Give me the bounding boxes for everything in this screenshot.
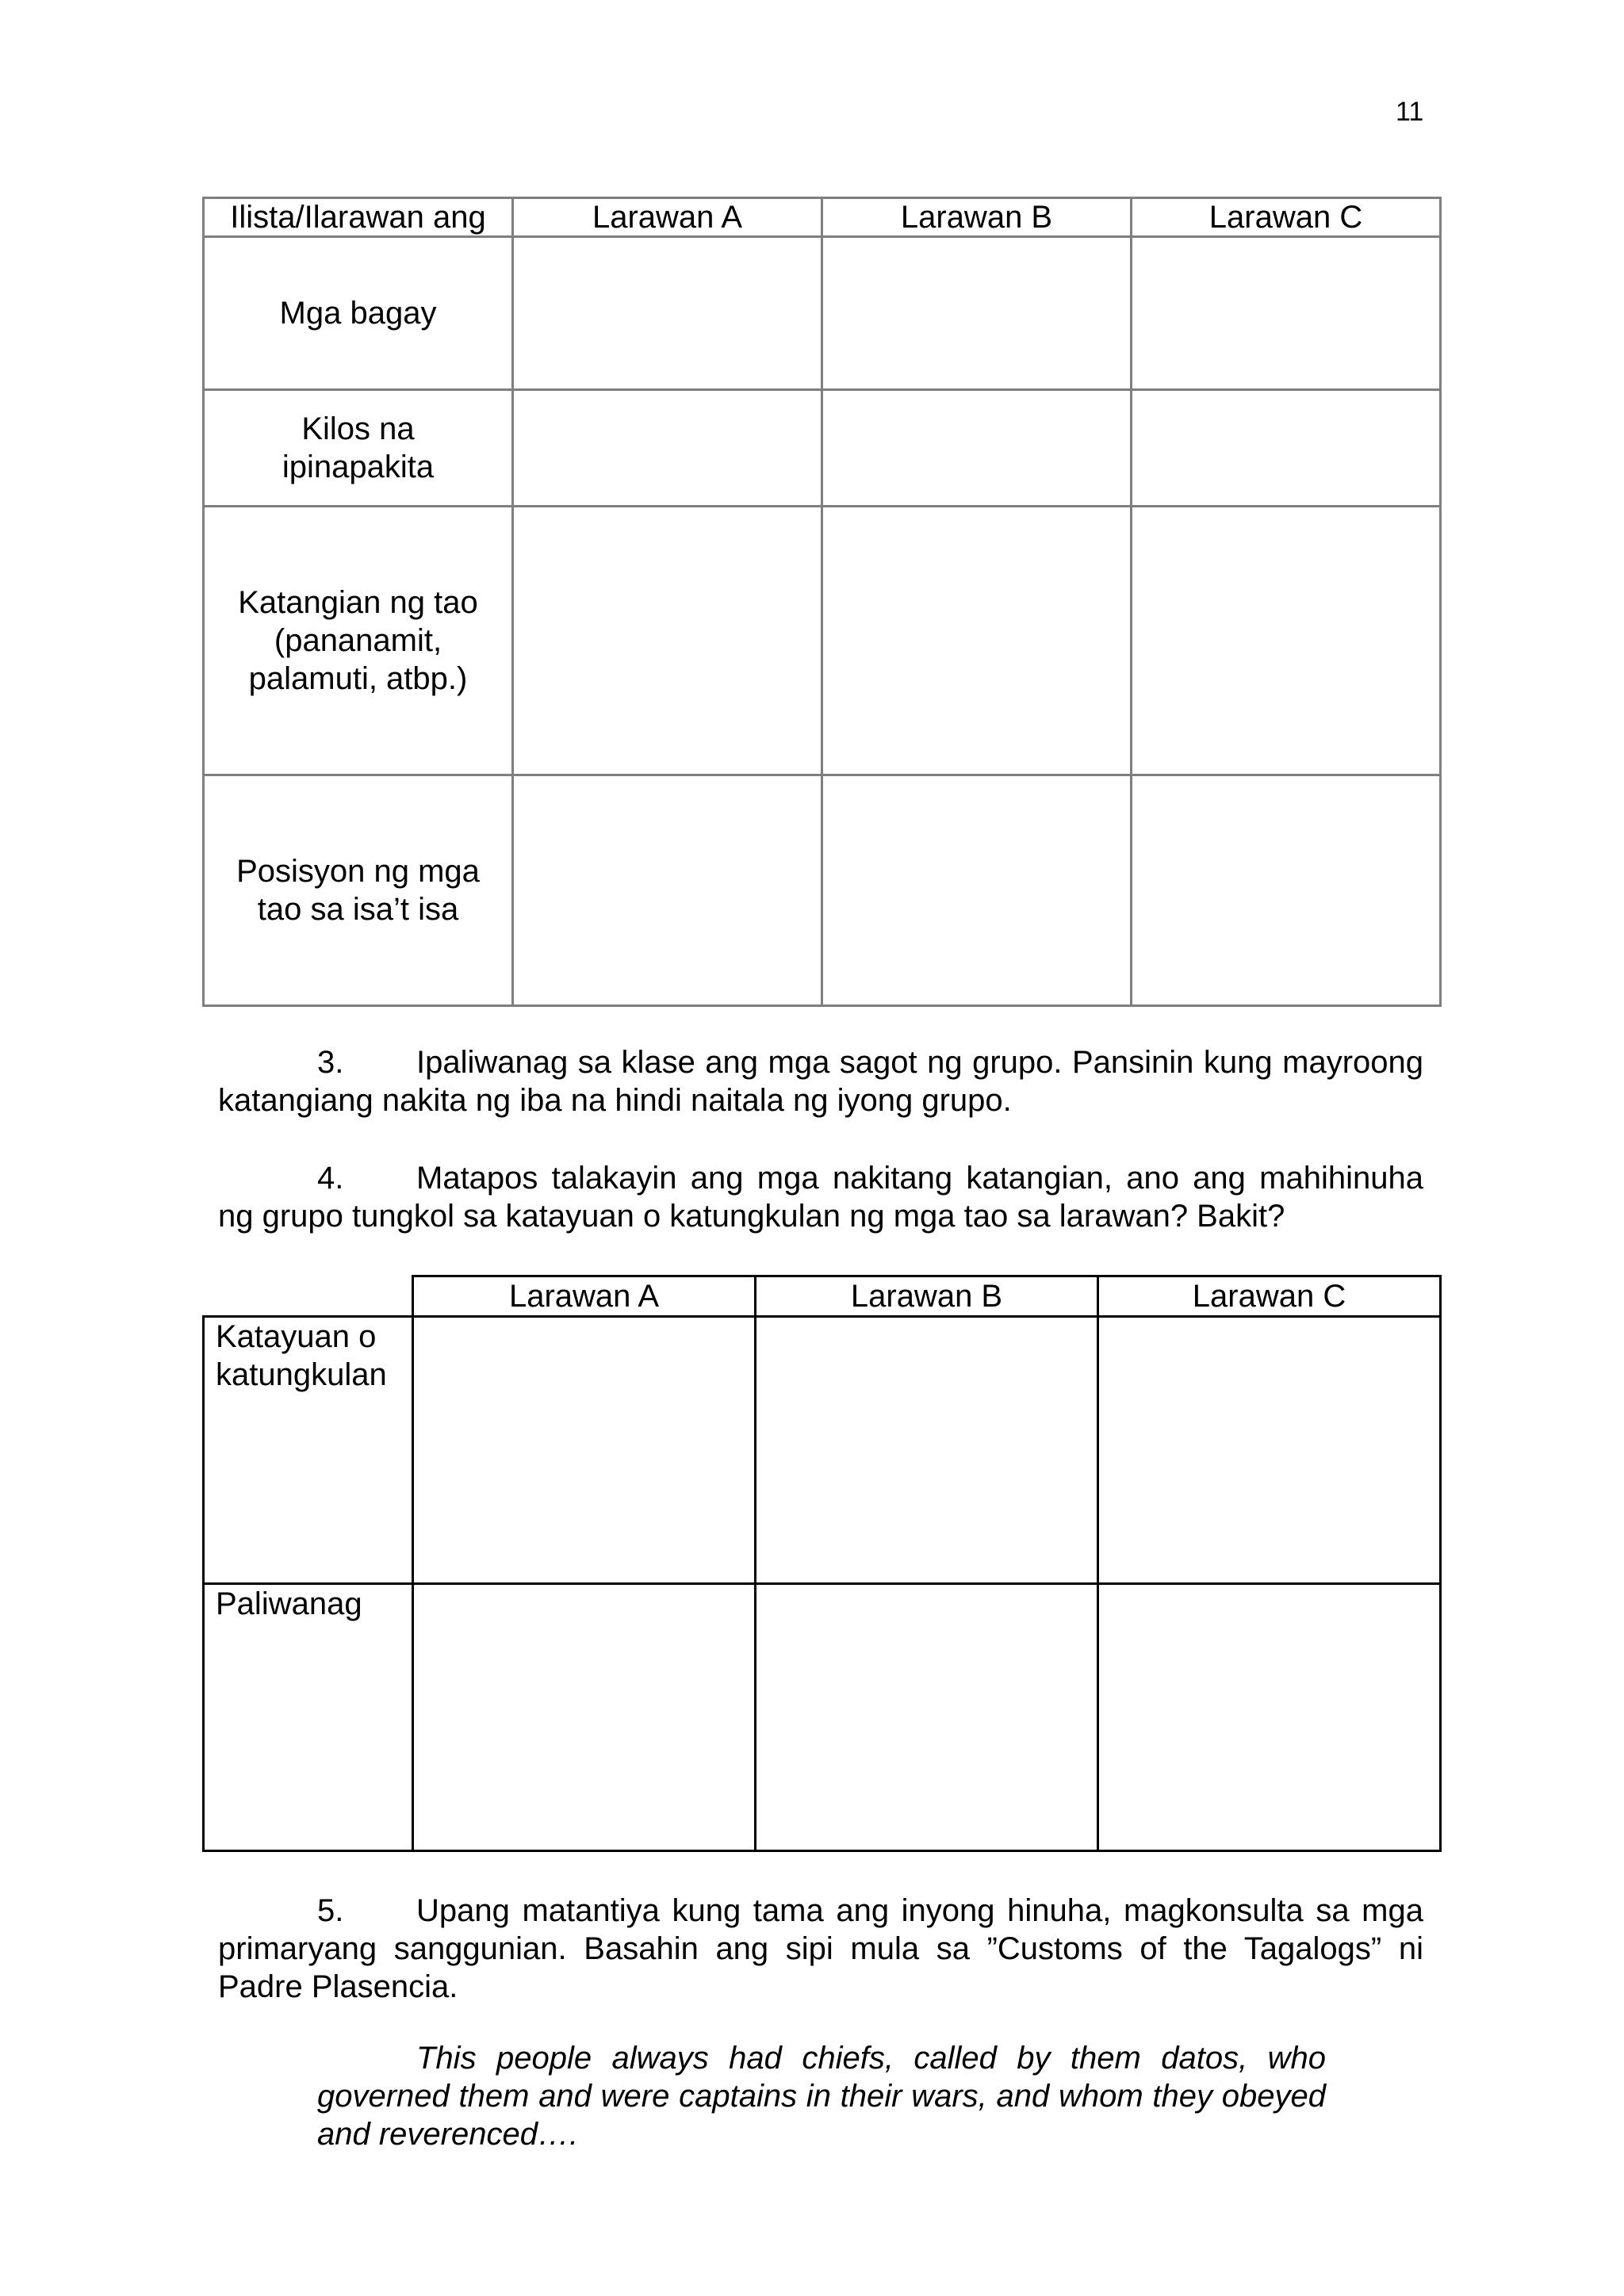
answer-cell[interactable] <box>1132 237 1441 390</box>
observation-table <box>202 197 1442 1007</box>
answer-cell[interactable] <box>513 507 822 775</box>
answer-cell[interactable] <box>822 507 1132 775</box>
item-text: Upang matantiya kung tama ang inyong hinuha, magkonsulta sa mga primaryang sanggunian. Basahin ang sipi mula sa ”Customs of the Tagalogs” ni Padre Plasencia. <box>218 1893 1423 2004</box>
quote-text: This people always had chiefs, called by them datos, who governed them and were captains in their wars, and whom they obeyed and reverenced…. <box>317 2041 1326 2152</box>
row-label: Mga bagay <box>204 237 513 390</box>
row-label: Katayuan o katungkulan <box>204 1317 413 1584</box>
table-row <box>204 775 1441 1006</box>
table-header-row <box>204 1276 1441 1317</box>
blank-corner-cell <box>204 1276 413 1317</box>
header-cell: Larawan A <box>513 198 822 237</box>
header-cell: Ilista/Ilarawan ang <box>204 198 513 237</box>
table-row <box>204 237 1441 390</box>
header-cell: Larawan A <box>413 1276 756 1317</box>
answer-cell[interactable] <box>513 237 822 390</box>
answer-cell[interactable] <box>756 1584 1098 1851</box>
item-number: 3. <box>317 1045 344 1080</box>
answer-cell[interactable] <box>822 237 1132 390</box>
instruction-item-3 <box>218 1043 1423 1119</box>
answer-cell[interactable] <box>413 1584 756 1851</box>
answer-cell[interactable] <box>513 390 822 507</box>
instruction-item-5 <box>218 1892 1423 2006</box>
item-number: 5. <box>317 1893 344 1928</box>
row-label: Katangian ng tao (pananamit, palamuti, atbp.) <box>204 507 513 775</box>
header-cell: Larawan B <box>822 198 1132 237</box>
answer-cell[interactable] <box>1132 390 1441 507</box>
page-number: 11 <box>1396 97 1424 127</box>
answer-cell[interactable] <box>1098 1317 1441 1584</box>
table-row <box>204 390 1441 507</box>
item-text: Matapos talakayin ang mga nakitang katangian, ano ang mahihinuha ng grupo tungkol sa katayuan o katungkulan ng mga tao sa larawan? Bakit? <box>218 1161 1423 1234</box>
table-row <box>204 1584 1441 1851</box>
item-text: Ipaliwanag sa klase ang mga sagot ng grupo. Pansinin kung mayroong katangiang nakita ng iba na hindi naitala ng iyong grupo. <box>218 1045 1423 1118</box>
row-label: Kilos na ipinapakita <box>204 390 513 507</box>
table-row <box>204 507 1441 775</box>
header-cell: Larawan B <box>756 1276 1098 1317</box>
table-header-row <box>204 198 1441 237</box>
header-cell: Larawan C <box>1098 1276 1441 1317</box>
row-label: Posisyon ng mga tao sa isa’t isa <box>204 775 513 1006</box>
answer-cell[interactable] <box>1132 775 1441 1006</box>
inference-table <box>202 1275 1442 1852</box>
answer-cell[interactable] <box>1132 507 1441 775</box>
answer-cell[interactable] <box>413 1317 756 1584</box>
answer-cell[interactable] <box>756 1317 1098 1584</box>
item-number: 4. <box>317 1161 344 1196</box>
primary-source-quote <box>317 2039 1326 2153</box>
table-row <box>204 1317 1441 1584</box>
answer-cell[interactable] <box>513 775 822 1006</box>
instruction-item-4 <box>218 1159 1423 1235</box>
row-label: Paliwanag <box>204 1584 413 1851</box>
header-cell: Larawan C <box>1132 198 1441 237</box>
answer-cell[interactable] <box>822 390 1132 507</box>
answer-cell[interactable] <box>1098 1584 1441 1851</box>
answer-cell[interactable] <box>822 775 1132 1006</box>
